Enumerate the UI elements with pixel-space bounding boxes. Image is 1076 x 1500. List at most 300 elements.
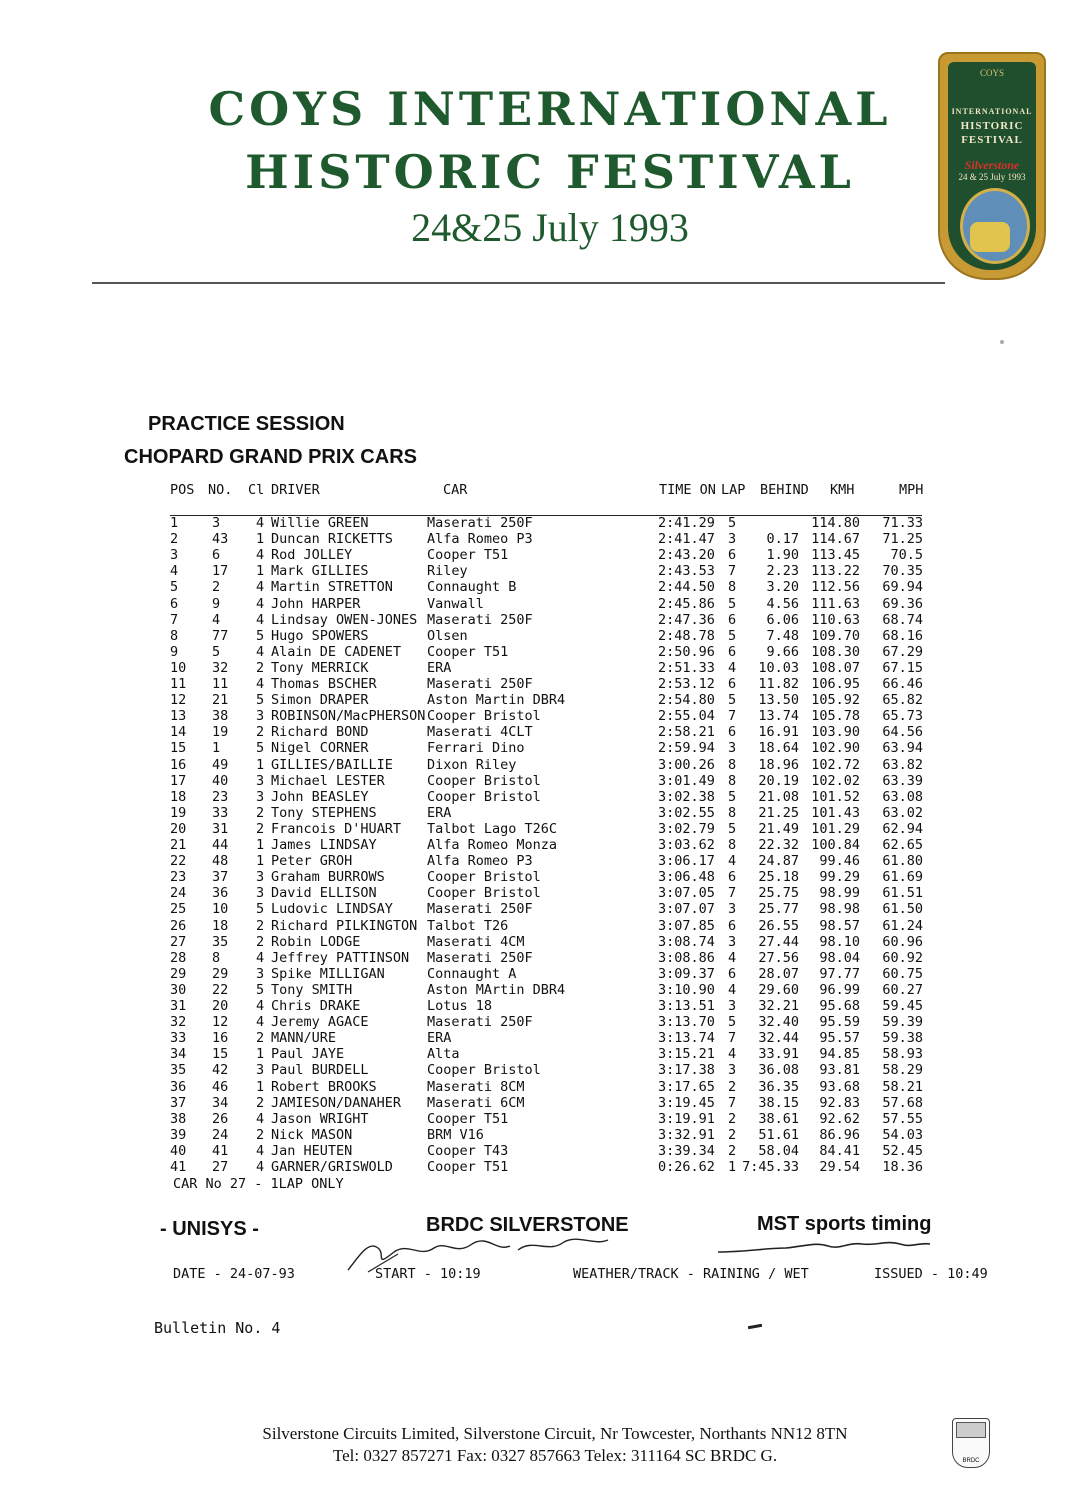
cell-mph: 62.94 [882, 820, 923, 837]
cell-car: Alta [427, 1046, 460, 1063]
cell-time: 3:09.37 [658, 965, 715, 982]
cell-pos: 38 [170, 1110, 187, 1127]
mst-sports-timing-label: MST sports timing [757, 1213, 932, 1235]
cell-behind: 3.20 [766, 579, 799, 596]
cell-behind: 33.91 [758, 1046, 799, 1063]
cell-kmh: 101.43 [811, 804, 860, 821]
cell-pos: 13 [170, 708, 187, 725]
cell-kmh: 84.41 [819, 1142, 860, 1159]
cell-lap: 6 [728, 676, 737, 692]
cell-no: 48 [212, 853, 229, 870]
cell-lap: 2 [728, 1078, 737, 1095]
badge-line2: HISTORIC [960, 120, 1024, 132]
cell-pos: 24 [170, 885, 187, 902]
cell-cl: 5 [256, 692, 265, 709]
table-row [0, 1079, 1076, 1095]
cell-behind: 51.61 [758, 1126, 799, 1143]
start-time: START - 10:19 [375, 1266, 481, 1282]
issued-time: ISSUED - 10:49 [874, 1266, 988, 1282]
cell-pos: 10 [170, 659, 187, 676]
cell-cl: 4 [256, 998, 265, 1014]
address-line2: Tel: 0327 857271 Fax: 0327 857663 Telex: 311164 SC BRDC G. [332, 1446, 778, 1465]
cell-time: 2:50.96 [658, 643, 715, 660]
cell-driver: JAMIESON/DANAHER [271, 1094, 402, 1111]
cell-lap: 5 [728, 627, 737, 644]
cell-kmh: 98.10 [819, 933, 860, 950]
cell-cl: 1 [256, 837, 265, 853]
cell-pos: 40 [170, 1142, 187, 1159]
cell-kmh: 103.90 [811, 724, 860, 741]
cell-cl: 4 [256, 949, 265, 966]
cell-car: Aston Martin DBR4 [427, 692, 566, 709]
table-row [0, 740, 1076, 756]
cell-time: 3:15.21 [658, 1046, 715, 1063]
cell-cl: 5 [256, 981, 265, 998]
cell-lap: 4 [728, 949, 737, 966]
cell-car: ERA [427, 804, 452, 821]
table-row [0, 596, 1076, 612]
cell-pos: 28 [170, 949, 187, 966]
table-row [0, 563, 1076, 579]
cell-kmh: 93.81 [819, 1062, 860, 1079]
cell-cl: 3 [256, 869, 265, 886]
cell-pos: 15 [170, 740, 187, 757]
cell-kmh: 114.67 [811, 531, 860, 548]
cell-lap: 8 [728, 804, 737, 821]
table-row [0, 869, 1076, 885]
cell-time: 2:55.04 [658, 708, 715, 725]
cell-no: 10 [212, 901, 229, 918]
cell-driver: Tony SMITH [271, 981, 353, 998]
cell-driver: Robert BROOKS [271, 1078, 377, 1095]
table-row [0, 1062, 1076, 1078]
cell-behind: 38.15 [758, 1094, 799, 1111]
cell-pos: 2 [170, 531, 179, 548]
cell-driver: Paul JAYE [271, 1046, 345, 1063]
cell-mph: 58.93 [882, 1046, 923, 1063]
table-row [0, 1030, 1076, 1046]
table-row [0, 579, 1076, 595]
cell-lap: 6 [728, 611, 737, 628]
cell-kmh: 95.68 [819, 998, 860, 1014]
cell-behind: 1.90 [766, 547, 799, 564]
cell-lap: 5 [728, 820, 737, 837]
cell-kmh: 105.92 [811, 692, 860, 709]
cell-driver: ROBINSON/MacPHERSON [271, 708, 426, 725]
cell-car: Maserati 250F [427, 515, 533, 531]
cell-kmh: 97.77 [819, 965, 860, 982]
brdc-silverstone-label: BRDC SILVERSTONE [426, 1214, 629, 1236]
cell-time: 2:41.47 [658, 531, 715, 548]
cell-cl: 1 [256, 531, 265, 548]
cell-kmh: 100.84 [811, 837, 860, 853]
cell-behind: 9.66 [766, 643, 799, 660]
badge-inner [948, 62, 1036, 270]
cell-cl: 2 [256, 1126, 265, 1143]
cell-pos: 23 [170, 869, 187, 886]
cell-no: 22 [212, 981, 229, 998]
cell-mph: 65.82 [882, 692, 923, 709]
cell-behind: 10.03 [758, 659, 799, 676]
cell-pos: 16 [170, 756, 187, 773]
cell-behind: 0.17 [766, 531, 799, 548]
cell-car: Talbot T26 [427, 917, 509, 934]
cell-no: 12 [212, 1014, 229, 1031]
cell-cl: 4 [256, 547, 265, 564]
cell-lap: 5 [728, 515, 737, 531]
cell-no: 36 [212, 885, 229, 902]
cell-lap: 4 [728, 981, 737, 998]
cell-time: 3:01.49 [658, 772, 715, 789]
cell-no: 8 [212, 949, 221, 966]
cell-driver: Robin LODGE [271, 933, 361, 950]
table-row [0, 547, 1076, 563]
cell-car: Cooper Bristol [427, 708, 541, 725]
cell-driver: GILLIES/BAILLIE [271, 756, 393, 773]
cell-kmh: 98.04 [819, 949, 860, 966]
cell-time: 3:17.38 [658, 1062, 715, 1079]
cell-mph: 63.08 [882, 788, 923, 805]
cell-car: Connaught A [427, 965, 517, 982]
cell-behind: 13.74 [758, 708, 799, 725]
cell-kmh: 111.63 [811, 595, 860, 612]
cell-driver: Willie GREEN [271, 515, 369, 531]
cell-time: 3:02.79 [658, 820, 715, 837]
cell-car: Cooper Bristol [427, 869, 541, 886]
cell-car: Maserati 250F [427, 1014, 533, 1031]
cell-kmh: 114.80 [811, 515, 860, 531]
table-row [0, 805, 1076, 821]
cell-pos: 14 [170, 724, 187, 741]
cell-mph: 58.29 [882, 1062, 923, 1079]
crest-label: BRDC [962, 1458, 980, 1464]
cell-behind: 36.08 [758, 1062, 799, 1079]
cell-driver: Jason WRIGHT [271, 1110, 369, 1127]
cell-mph: 63.82 [882, 756, 923, 773]
cell-lap: 4 [728, 853, 737, 870]
cell-time: 3:00.26 [658, 756, 715, 773]
cell-no: 43 [212, 531, 229, 548]
cell-driver: Jeffrey PATTINSON [271, 949, 410, 966]
col-header-no: NO. [208, 482, 233, 498]
cell-time: 3:17.65 [658, 1078, 715, 1095]
table-row [0, 918, 1076, 934]
cell-no: 20 [212, 998, 229, 1014]
cell-behind: 29.60 [758, 981, 799, 998]
cell-cl: 3 [256, 772, 265, 789]
cell-kmh: 98.98 [819, 901, 860, 918]
cell-cl: 4 [256, 611, 265, 628]
cell-pos: 25 [170, 901, 187, 918]
cell-no: 2 [212, 579, 221, 596]
cell-car: Cooper T43 [427, 1142, 509, 1159]
cell-time: 2:43.53 [658, 563, 715, 580]
cell-mph: 71.25 [882, 531, 923, 548]
cell-time: 3:06.48 [658, 869, 715, 886]
cell-behind: 25.75 [758, 885, 799, 902]
cell-lap: 3 [728, 901, 737, 918]
cell-car: Dixon Riley [427, 756, 517, 773]
table-row [0, 628, 1076, 644]
cell-lap: 3 [728, 998, 737, 1014]
address-line1: Silverstone Circuits Limited, Silverstone Circuit, Nr Towcester, Northants NN12 8TN [262, 1424, 848, 1443]
col-header-lap: LAP [721, 482, 746, 498]
cell-cl: 3 [256, 708, 265, 725]
cell-cl: 1 [256, 756, 265, 773]
cell-time: 3:07.07 [658, 901, 715, 918]
cell-cl: 2 [256, 917, 265, 934]
table-row [0, 692, 1076, 708]
cell-no: 49 [212, 756, 229, 773]
event-dates: 24&25 July 1993 [411, 205, 689, 250]
cell-car: Alfa Romeo Monza [427, 837, 558, 853]
cell-cl: 4 [256, 595, 265, 612]
badge-car-illustration [970, 222, 1010, 252]
cell-lap: 6 [728, 965, 737, 982]
cell-behind: 27.56 [758, 949, 799, 966]
cell-mph: 63.94 [882, 740, 923, 757]
cell-no: 77 [212, 627, 229, 644]
table-row [0, 1046, 1076, 1062]
cell-cl: 2 [256, 1094, 265, 1111]
cell-lap: 2 [728, 1142, 737, 1159]
cell-cl: 3 [256, 885, 265, 902]
cell-cl: 2 [256, 820, 265, 837]
cell-behind: 32.44 [758, 1030, 799, 1047]
cell-car: Cooper T51 [427, 1110, 509, 1127]
cell-lap: 6 [728, 643, 737, 660]
cell-behind: 25.18 [758, 869, 799, 886]
table-row [0, 773, 1076, 789]
cell-cl: 4 [256, 643, 265, 660]
cell-cl: 3 [256, 788, 265, 805]
cell-mph: 66.46 [882, 676, 923, 692]
cell-lap: 4 [728, 659, 737, 676]
cell-behind: 18.64 [758, 740, 799, 757]
cell-driver: Peter GROH [271, 853, 353, 870]
cell-kmh: 99.29 [819, 869, 860, 886]
cell-no: 4 [212, 611, 221, 628]
badge-top-text: COYS [979, 68, 1004, 78]
paper-speck [1000, 340, 1004, 344]
cell-driver: David ELLISON [271, 885, 377, 902]
cell-behind: 21.49 [758, 820, 799, 837]
cell-driver: MANN/URE [271, 1030, 337, 1047]
cell-cl: 4 [256, 1014, 265, 1031]
cell-behind: 22.32 [758, 837, 799, 853]
cell-lap: 3 [728, 933, 737, 950]
cell-no: 33 [212, 804, 229, 821]
cell-driver: Simon DRAPER [271, 692, 369, 709]
cell-driver: Chris DRAKE [271, 998, 361, 1014]
cell-time: 0:26.62 [658, 1159, 715, 1175]
cell-behind: 28.07 [758, 965, 799, 982]
cell-no: 32 [212, 659, 229, 676]
cell-driver: Spike MILLIGAN [271, 965, 385, 982]
table-row [0, 901, 1076, 917]
cell-mph: 69.36 [882, 595, 923, 612]
cell-driver: GARNER/GRISWOLD [271, 1159, 393, 1175]
table-row [0, 724, 1076, 740]
table-row [0, 1095, 1076, 1111]
cell-time: 2:45.86 [658, 595, 715, 612]
cell-cl: 1 [256, 1046, 265, 1063]
badge-venue: Silverstone [964, 158, 1020, 172]
cell-cl: 5 [256, 627, 265, 644]
cell-kmh: 108.30 [811, 643, 860, 660]
cell-cl: 3 [256, 965, 265, 982]
cell-lap: 5 [728, 595, 737, 612]
weather-track: WEATHER/TRACK - RAINING / WET [573, 1266, 809, 1282]
cell-behind: 7:45.33 [742, 1159, 799, 1175]
cell-cl: 4 [256, 1110, 265, 1127]
cell-driver: Nigel CORNER [271, 740, 369, 757]
cell-pos: 7 [170, 611, 179, 628]
cell-no: 3 [212, 515, 221, 531]
cell-lap: 6 [728, 869, 737, 886]
cell-lap: 5 [728, 788, 737, 805]
cell-kmh: 95.59 [819, 1014, 860, 1031]
cell-time: 2:48.78 [658, 627, 715, 644]
col-header-behind: BEHIND [760, 482, 809, 498]
cell-pos: 19 [170, 804, 187, 821]
cell-car: Olsen [427, 627, 468, 644]
table-row [0, 821, 1076, 837]
cell-time: 3:13.51 [658, 998, 715, 1014]
cell-kmh: 92.83 [819, 1094, 860, 1111]
cell-mph: 63.39 [882, 772, 923, 789]
table-row [0, 853, 1076, 869]
cell-pos: 9 [170, 643, 179, 660]
cell-kmh: 113.45 [811, 547, 860, 564]
cell-lap: 7 [728, 885, 737, 902]
cell-mph: 64.56 [882, 724, 923, 741]
cell-lap: 7 [728, 708, 737, 725]
table-row [0, 1111, 1076, 1127]
cell-driver: Jeremy AGACE [271, 1014, 369, 1031]
cell-pos: 26 [170, 917, 187, 934]
cell-mph: 18.36 [882, 1159, 923, 1175]
cell-behind: 18.96 [758, 756, 799, 773]
cell-mph: 68.16 [882, 627, 923, 644]
cell-mph: 67.15 [882, 659, 923, 676]
cell-no: 26 [212, 1110, 229, 1127]
cell-mph: 61.51 [882, 885, 923, 902]
cell-behind: 24.87 [758, 853, 799, 870]
cell-cl: 1 [256, 1078, 265, 1095]
cell-kmh: 98.57 [819, 917, 860, 934]
cell-pos: 33 [170, 1030, 187, 1047]
event-title-line1: COYS INTERNATIONAL [208, 82, 892, 136]
cell-time: 3:19.91 [658, 1110, 715, 1127]
cell-no: 29 [212, 965, 229, 982]
cell-cl: 4 [256, 676, 265, 692]
cell-driver: Paul BURDELL [271, 1062, 369, 1079]
cell-driver: James LINDSAY [271, 837, 377, 853]
cell-no: 5 [212, 643, 221, 660]
bulletin-date: DATE - 24-07-93 [173, 1266, 295, 1282]
cell-time: 2:47.36 [658, 611, 715, 628]
cell-lap: 8 [728, 756, 737, 773]
cell-mph: 60.96 [882, 933, 923, 950]
cell-time: 3:39.34 [658, 1142, 715, 1159]
cell-cl: 4 [256, 1142, 265, 1159]
cell-car: Connaught B [427, 579, 517, 596]
cell-driver: Mark GILLIES [271, 563, 369, 580]
cell-pos: 41 [170, 1159, 187, 1175]
cell-lap: 6 [728, 917, 737, 934]
festival-badge-logo [938, 52, 1046, 280]
cell-pos: 12 [170, 692, 187, 709]
cell-lap: 7 [728, 1030, 737, 1047]
cell-driver: Rod JOLLEY [271, 547, 353, 564]
cell-pos: 18 [170, 788, 187, 805]
cell-pos: 31 [170, 998, 187, 1014]
cell-no: 18 [212, 917, 229, 934]
cell-kmh: 92.62 [819, 1110, 860, 1127]
cell-time: 3:13.70 [658, 1014, 715, 1031]
cell-driver: Richard PILKINGTON [271, 917, 418, 934]
cell-time: 3:13.74 [658, 1030, 715, 1047]
cell-no: 44 [212, 837, 229, 853]
cell-behind: 6.06 [766, 611, 799, 628]
cell-lap: 8 [728, 579, 737, 596]
cell-driver: Michael LESTER [271, 772, 385, 789]
cell-lap: 4 [728, 1046, 737, 1063]
cell-lap: 6 [728, 724, 737, 741]
cell-car: Riley [427, 563, 468, 580]
cell-car: Alfa Romeo P3 [427, 853, 533, 870]
table-row [0, 950, 1076, 966]
cell-behind: 7.48 [766, 627, 799, 644]
cell-pos: 4 [170, 563, 179, 580]
cell-mph: 59.38 [882, 1030, 923, 1047]
unisys-label: - UNISYS - [160, 1218, 259, 1240]
cell-cl: 5 [256, 901, 265, 918]
cell-pos: 32 [170, 1014, 187, 1031]
table-row [0, 757, 1076, 773]
cell-lap: 3 [728, 531, 737, 548]
cell-no: 27 [212, 1159, 229, 1175]
cell-mph: 63.02 [882, 804, 923, 821]
cell-pos: 6 [170, 595, 179, 612]
cell-behind: 27.44 [758, 933, 799, 950]
cell-kmh: 102.02 [811, 772, 860, 789]
pen-mark [748, 1324, 762, 1329]
cell-pos: 27 [170, 933, 187, 950]
cell-no: 34 [212, 1094, 229, 1111]
col-header-cl: Cl [248, 482, 265, 498]
cell-lap: 2 [728, 1126, 737, 1143]
col-header-driver: DRIVER [271, 482, 320, 498]
cell-lap: 8 [728, 837, 737, 853]
cell-mph: 57.55 [882, 1110, 923, 1127]
table-row [0, 934, 1076, 950]
cell-kmh: 101.29 [811, 820, 860, 837]
cell-mph: 61.69 [882, 869, 923, 886]
cell-kmh: 93.68 [819, 1078, 860, 1095]
cell-no: 40 [212, 772, 229, 789]
cell-mph: 57.68 [882, 1094, 923, 1111]
cell-pos: 37 [170, 1094, 187, 1111]
event-title-line2: HISTORIC FESTIVAL [245, 145, 855, 199]
cell-behind: 2.23 [766, 563, 799, 580]
cell-driver: Tony STEPHENS [271, 804, 377, 821]
cell-no: 6 [212, 547, 221, 564]
header-rule [92, 282, 945, 284]
cell-driver: John HARPER [271, 595, 361, 612]
cell-no: 37 [212, 869, 229, 886]
